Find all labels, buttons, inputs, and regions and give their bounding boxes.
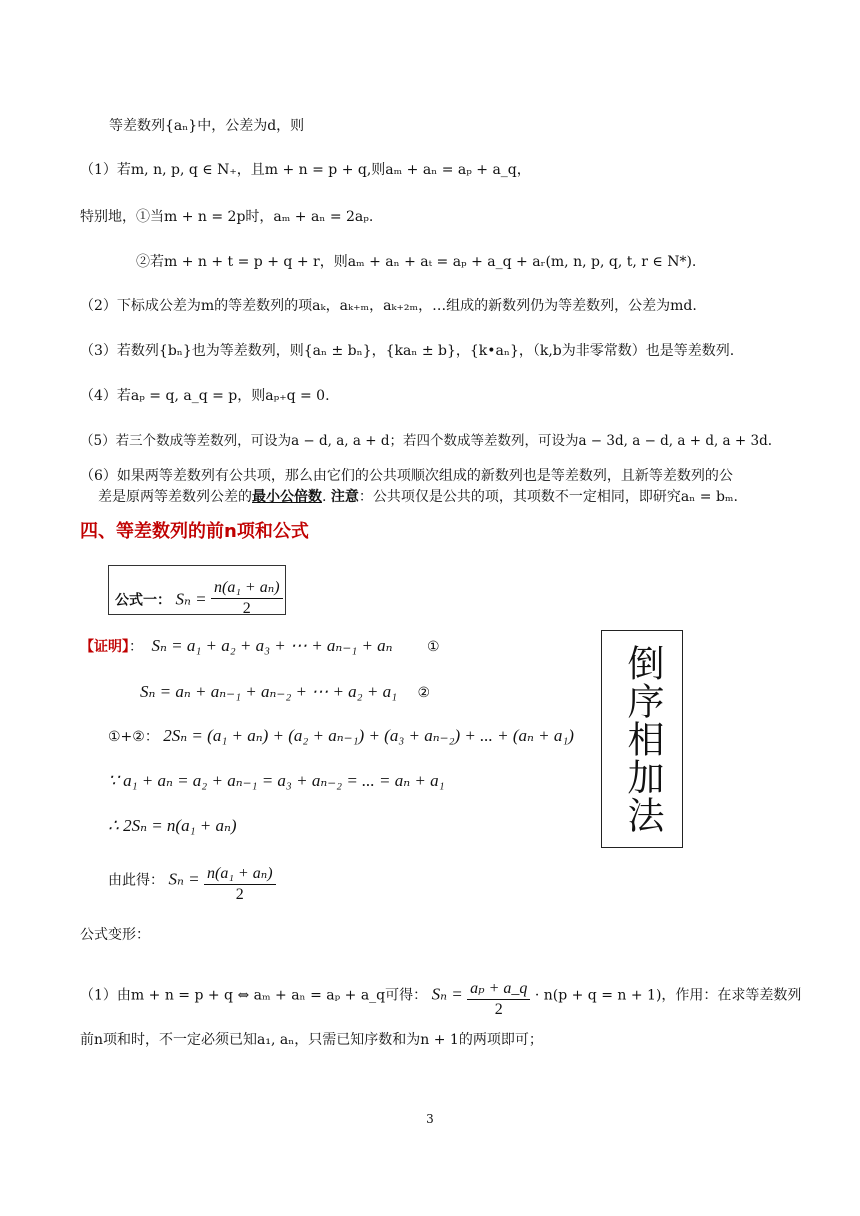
lcm-emphasis: 最小公倍数 — [252, 489, 322, 505]
variant-1-text: （1）由m + n = p + q ⇔ aₘ + aₙ = aₚ + a_q可得： — [80, 987, 428, 1004]
result-denominator: 2 — [235, 886, 244, 903]
note-label: 注意 — [330, 489, 359, 505]
proof-sum-label: ①+②： — [108, 729, 159, 745]
proof-line-1 — [80, 636, 440, 657]
reverse-order-addition-box — [601, 630, 683, 848]
p6-text-c: ：公共项仅是公共的项，其项数不一定相同，即研究aₙ = bₘ. — [358, 489, 738, 505]
variants-heading: 公式变形： — [80, 927, 150, 943]
proof-line-2 — [140, 682, 430, 703]
result-label: 由此得： — [108, 872, 164, 889]
proof-equation-1: Sₙ = a₁ + a₂ + a₃ + ⋯ + aₙ₋₁ + aₙ — [151, 636, 393, 655]
property-6-line2 — [98, 487, 738, 507]
proof-sum-equation: 2Sₙ = (a₁ + aₙ) + (a₂ + aₙ₋₁) + (a₃ + aₙ₋₂) + ... + (aₙ + a₁) — [163, 726, 574, 745]
formula-one-denominator: 2 — [242, 600, 251, 617]
result-lhs: Sₙ = — [168, 869, 200, 889]
variant-1-lhs: Sₙ = — [431, 984, 463, 1004]
formula-one-fraction — [211, 578, 283, 619]
proof-line-3 — [108, 726, 574, 747]
variant-1-tail: · n(p + q = n + 1)，作用：在求等差数列 — [534, 987, 802, 1004]
proof-equation-2: Sₙ = aₙ + aₙ₋₁ + aₙ₋₂ + ⋯ + a₂ + a₁ — [140, 682, 397, 701]
reverse-order-addition-label: 倒序相加法 — [621, 644, 664, 834]
formula-one-numerator: n(a₁ + aₙ) — [211, 578, 283, 599]
section-heading: 四、等差数列的前n项和公式 — [80, 521, 309, 542]
variant-1-line1 — [80, 975, 801, 1016]
page-number: 3 — [426, 1112, 434, 1126]
property-1-special: 特别地，①当m + n = 2p时，aₘ + aₙ = 2aₚ. — [80, 209, 374, 225]
formula-one-box — [108, 565, 286, 615]
equation-tag-2: ② — [417, 685, 430, 701]
variant-1-numerator: aₚ + a_q — [467, 979, 530, 1000]
property-1-second: ②若m + n + t = p + q + r，则aₘ + aₙ + aₜ = aₚ + a_q + aᵣ(m, n, p, q, t, r ∈ N*). — [136, 254, 697, 270]
intro-line: 等差数列{aₙ}中，公差为d，则 — [109, 118, 305, 134]
property-3: （3）若数列{bₙ}也为等差数列，则{aₙ ± bₙ}，{kaₙ ± b}，{k•aₙ}，（k,b为非零常数）也是等差数列. — [80, 343, 735, 359]
property-6-line1: （6）如果两等差数列有公共项，那么由它们的公共项顺次组成的新数列也是等差数列，且新等差数列的公 — [80, 468, 733, 484]
formula-one — [115, 580, 283, 621]
result-numerator: n(a₁ + aₙ) — [204, 864, 276, 885]
property-5: （5）若三个数成等差数列，可设为a − d, a, a + d；若四个数成等差数列，可设为a − 3d, a − d, a + d, a + 3d. — [80, 433, 773, 449]
property-1: （1）若m, n, p, q ∈ N₊，且m + n = p + q,则aₘ + aₙ = aₚ + a_q， — [80, 162, 531, 178]
property-2: （2）下标成公差为m的等差数列的项aₖ，aₖ₊ₘ，aₖ₊₂ₘ，…组成的新数列仍为等差数列，公差为md. — [80, 298, 697, 314]
therefore-line: ∴ 2Sₙ = n(a₁ + aₙ) — [108, 816, 237, 835]
because-line: ∵ a₁ + aₙ = a₂ + aₙ₋₁ = a₃ + aₙ₋₂ = ... = aₙ + a₁ — [108, 771, 445, 790]
result-fraction — [204, 864, 276, 905]
p6-text-a: 差是原两等差数列公差的 — [98, 489, 252, 505]
variant-1-fraction — [467, 979, 530, 1020]
p6-text-b: . — [322, 489, 331, 505]
property-4: （4）若aₚ = q, a_q = p，则aₚ₊q = 0. — [80, 388, 330, 404]
proof-colon: ： — [129, 639, 143, 655]
variant-1-denominator: 2 — [494, 1001, 503, 1018]
proof-label: 【证明】 — [80, 639, 129, 655]
formula-one-lhs: Sₙ = — [175, 589, 207, 609]
equation-tag-1: ① — [427, 639, 440, 655]
variant-1-line2: 前n项和时，不一定必须已知a₁, aₙ，只需已知序数和为n + 1的两项即可； — [80, 1032, 543, 1048]
result-line — [108, 860, 276, 901]
formula-one-label: 公式一： — [115, 592, 171, 609]
